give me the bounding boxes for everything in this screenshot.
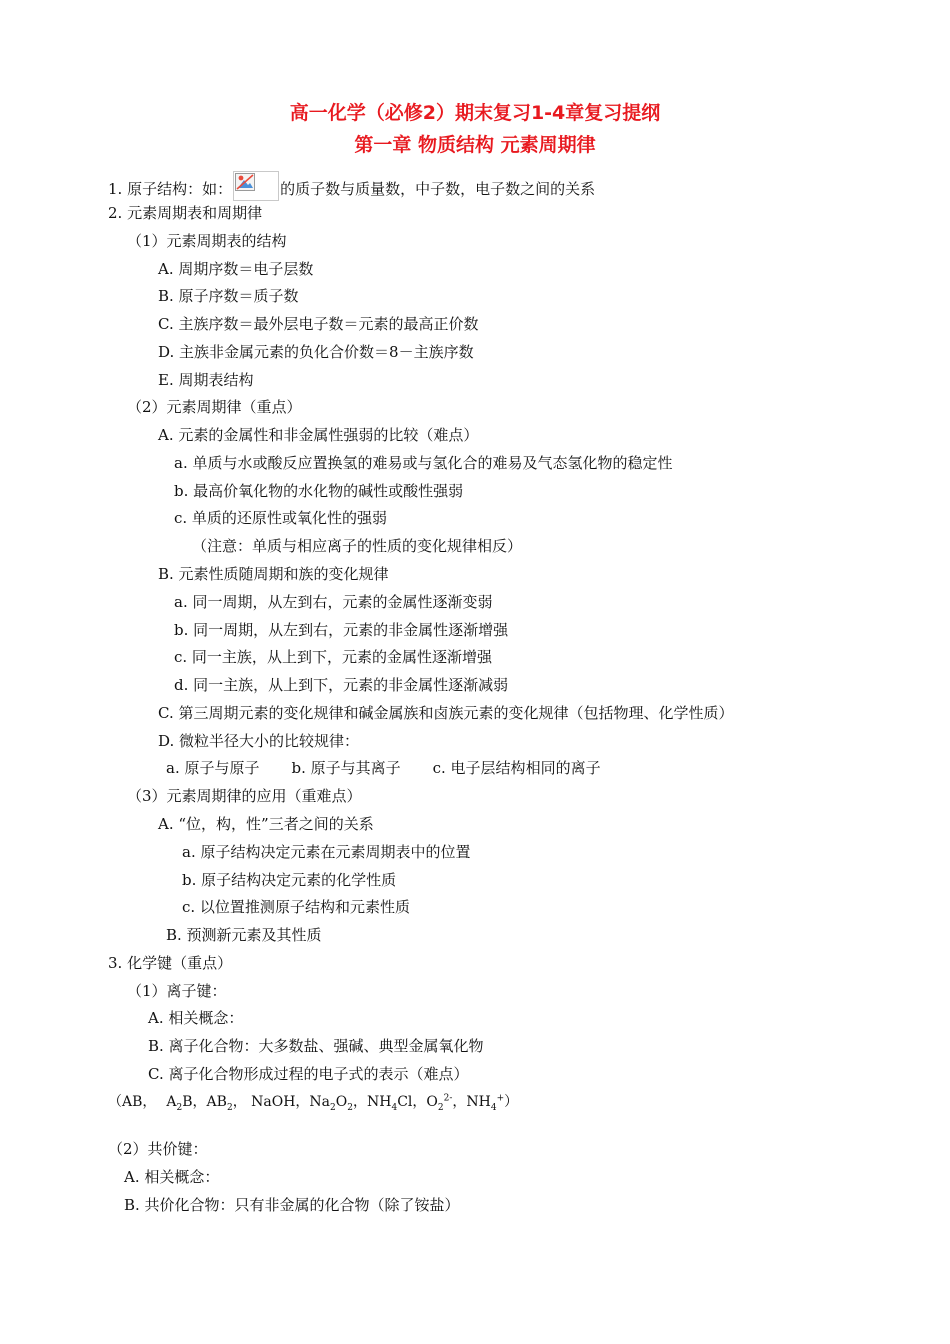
item-2-1-b: B. 原子序数＝质子数 [158, 287, 299, 305]
item-2-1-d: D. 主族非金属元素的负化合价数＝8－主族序数 [158, 343, 474, 361]
item-2-3-a-b: b. 原子结构决定元素的化学性质 [182, 871, 397, 889]
subitem-c: c. 电子层结构相同的离子 [432, 759, 601, 777]
item-2-1-e: E. 周期表结构 [158, 371, 254, 389]
item-3-1-c: C. 离子化合物形成过程的电子式的表示（难点） [148, 1065, 469, 1083]
item-2-2-b-b: b. 同一周期，从左到右，元素的非金属性逐渐增强 [174, 621, 509, 639]
item-3-2: （2）共价键： [108, 1140, 208, 1158]
item-3-2-b: B. 共价化合物：只有非金属的化合物（除了铵盐） [124, 1196, 460, 1214]
broken-image-icon [233, 171, 279, 201]
item-2-2-c: C. 第三周期元素的变化规律和碱金属族和卤族元素的变化规律（包括物理、化学性质） [158, 704, 734, 722]
subitem-b: b. 原子与其离子 [291, 759, 401, 777]
item-2-1: （1）元素周期表的结构 [127, 232, 287, 250]
item-3: 3. 化学键（重点） [108, 954, 233, 972]
item-2-2-a-c: c. 单质的还原性或氧化性的强弱 [174, 509, 387, 527]
item-2-2-b-c: c. 同一主族，从上到下，元素的金属性逐渐增强 [174, 648, 492, 666]
item-2-3-b: B. 预测新元素及其性质 [166, 926, 322, 944]
item-2-2-b-a: a. 同一周期，从左到右，元素的金属性逐渐变弱 [174, 593, 493, 611]
item-2-3-a-a: a. 原子结构决定元素在元素周期表中的位置 [182, 843, 471, 861]
item-2-1-a: A. 周期序数＝电子层数 [158, 260, 314, 278]
item-2-1-c: C. 主族序数＝最外层电子数＝元素的最高正价数 [158, 315, 479, 333]
item-3-1-a: A. 相关概念： [148, 1009, 244, 1027]
item-2-2-a: A. 元素的金属性和非金属性强弱的比较（难点） [158, 426, 479, 444]
chapter-title: 第一章 物质结构 元素周期律 [354, 134, 596, 156]
item-1-prefix: 1. 原子结构：如： [108, 180, 233, 198]
subitem-a: a. 原子与原子 [166, 759, 260, 777]
item-3-2-a: A. 相关概念： [124, 1168, 220, 1186]
item-2-2-note: （注意：单质与相应离子的性质的变化规律相反） [192, 537, 523, 555]
item-2-3-a: A. “位，构，性”三者之间的关系 [158, 815, 374, 833]
item-2-3: （3）元素周期律的应用（重难点） [127, 787, 362, 805]
item-3-1-b: B. 离子化合物：大多数盐、强碱、典型金属氧化物 [148, 1037, 484, 1055]
item-2-2-d: D. 微粒半径大小的比较规律： [158, 732, 360, 750]
item-2-2-b-d: d. 同一主族，从上到下，元素的非金属性逐渐减弱 [174, 676, 509, 694]
item-2-2-a-a: a. 单质与水或酸反应置换氢的难易或与氢化合的难易及气态氢化物的稳定性 [174, 454, 673, 472]
item-2-2-a-b: b. 最高价氧化物的水化物的碱性或酸性强弱 [174, 482, 464, 500]
item-2: 2. 元素周期表和周期律 [108, 204, 263, 222]
item-2-2: （2）元素周期律（重点） [127, 398, 302, 416]
item-2-2-b: B. 元素性质随周期和族的变化规律 [158, 565, 389, 583]
item-1 [108, 175, 595, 205]
item-1-suffix: 的质子数与质量数，中子数，电子数之间的关系 [280, 180, 596, 198]
item-2-2-d-subitems [166, 758, 601, 778]
formula-examples: （AB， $A_2B$，$AB_2$， NaOH，$Na_2O_2$，$NH_4Cl$，$O_2^{2-}$，$NH_4^+$） [108, 1093, 519, 1113]
item-3-1: （1）离子键： [127, 982, 227, 1000]
document-title: 高一化学（必修2）期末复习1-4章复习提纲 [289, 102, 661, 124]
item-2-3-a-c: c. 以位置推测原子结构和元素性质 [182, 898, 410, 916]
